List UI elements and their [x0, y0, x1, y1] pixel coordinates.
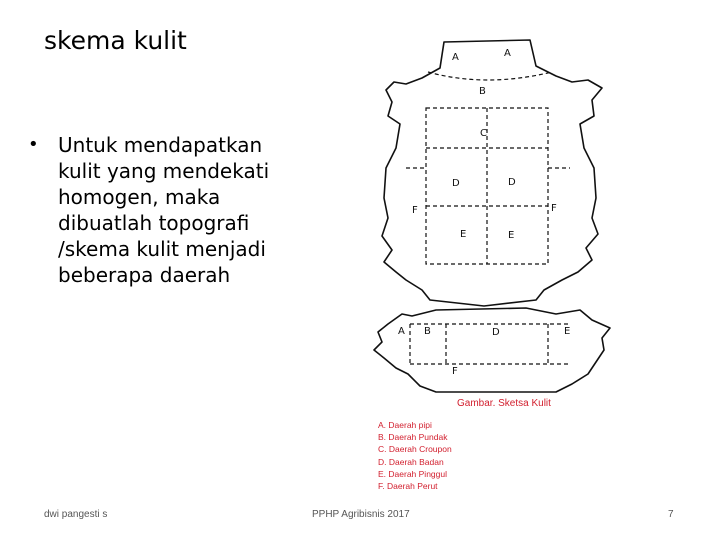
legend-item: C. Daerah Croupon: [378, 444, 452, 455]
label-f-right: F: [551, 203, 557, 214]
label-e-left: E: [460, 229, 467, 240]
legend-item: F. Daerah Perut: [378, 481, 438, 492]
label-d-left: D: [452, 178, 460, 189]
bullet-list: [28, 132, 298, 288]
footer-course: PPHP Agribisnis 2017: [312, 509, 410, 520]
hide-outline-bottom: [374, 308, 610, 392]
label-f-left: F: [412, 205, 418, 216]
legend-item: D. Daerah Badan: [378, 456, 444, 467]
label-e-right: E: [508, 230, 515, 241]
label-f-bottom: F: [452, 366, 458, 377]
label-a-right: A: [504, 48, 511, 59]
figure-caption: Gambar. Sketsa Kulit: [457, 398, 551, 409]
leather-sketch-figure: [366, 28, 612, 412]
label-a-left: A: [452, 52, 459, 63]
legend-item: E. Daerah Pinggul: [378, 468, 447, 479]
footer-author: dwi pangesti s: [44, 509, 108, 520]
legend-item: B. Daerah Pundak: [378, 432, 448, 443]
label-a-bottom: A: [398, 326, 405, 337]
label-c: C: [480, 128, 487, 139]
label-e-bottom: E: [564, 326, 571, 337]
page-title: skema kulit: [44, 26, 187, 55]
legend-item: A. Daerah pipi: [378, 420, 432, 430]
label-d-bottom: D: [492, 327, 500, 338]
bullet-dot-icon: •: [28, 134, 39, 155]
figure-legend: [378, 419, 452, 492]
label-b-bottom: B: [424, 326, 431, 337]
bullet-text: Untuk mendapatkan kulit yang mendekati homogen, maka dibuatlah topografi /skema kulit menjadi beberapa daerah: [58, 133, 270, 287]
label-b-top: B: [479, 86, 486, 97]
label-d-right: D: [508, 177, 516, 188]
footer-page-number: 7: [668, 509, 674, 520]
